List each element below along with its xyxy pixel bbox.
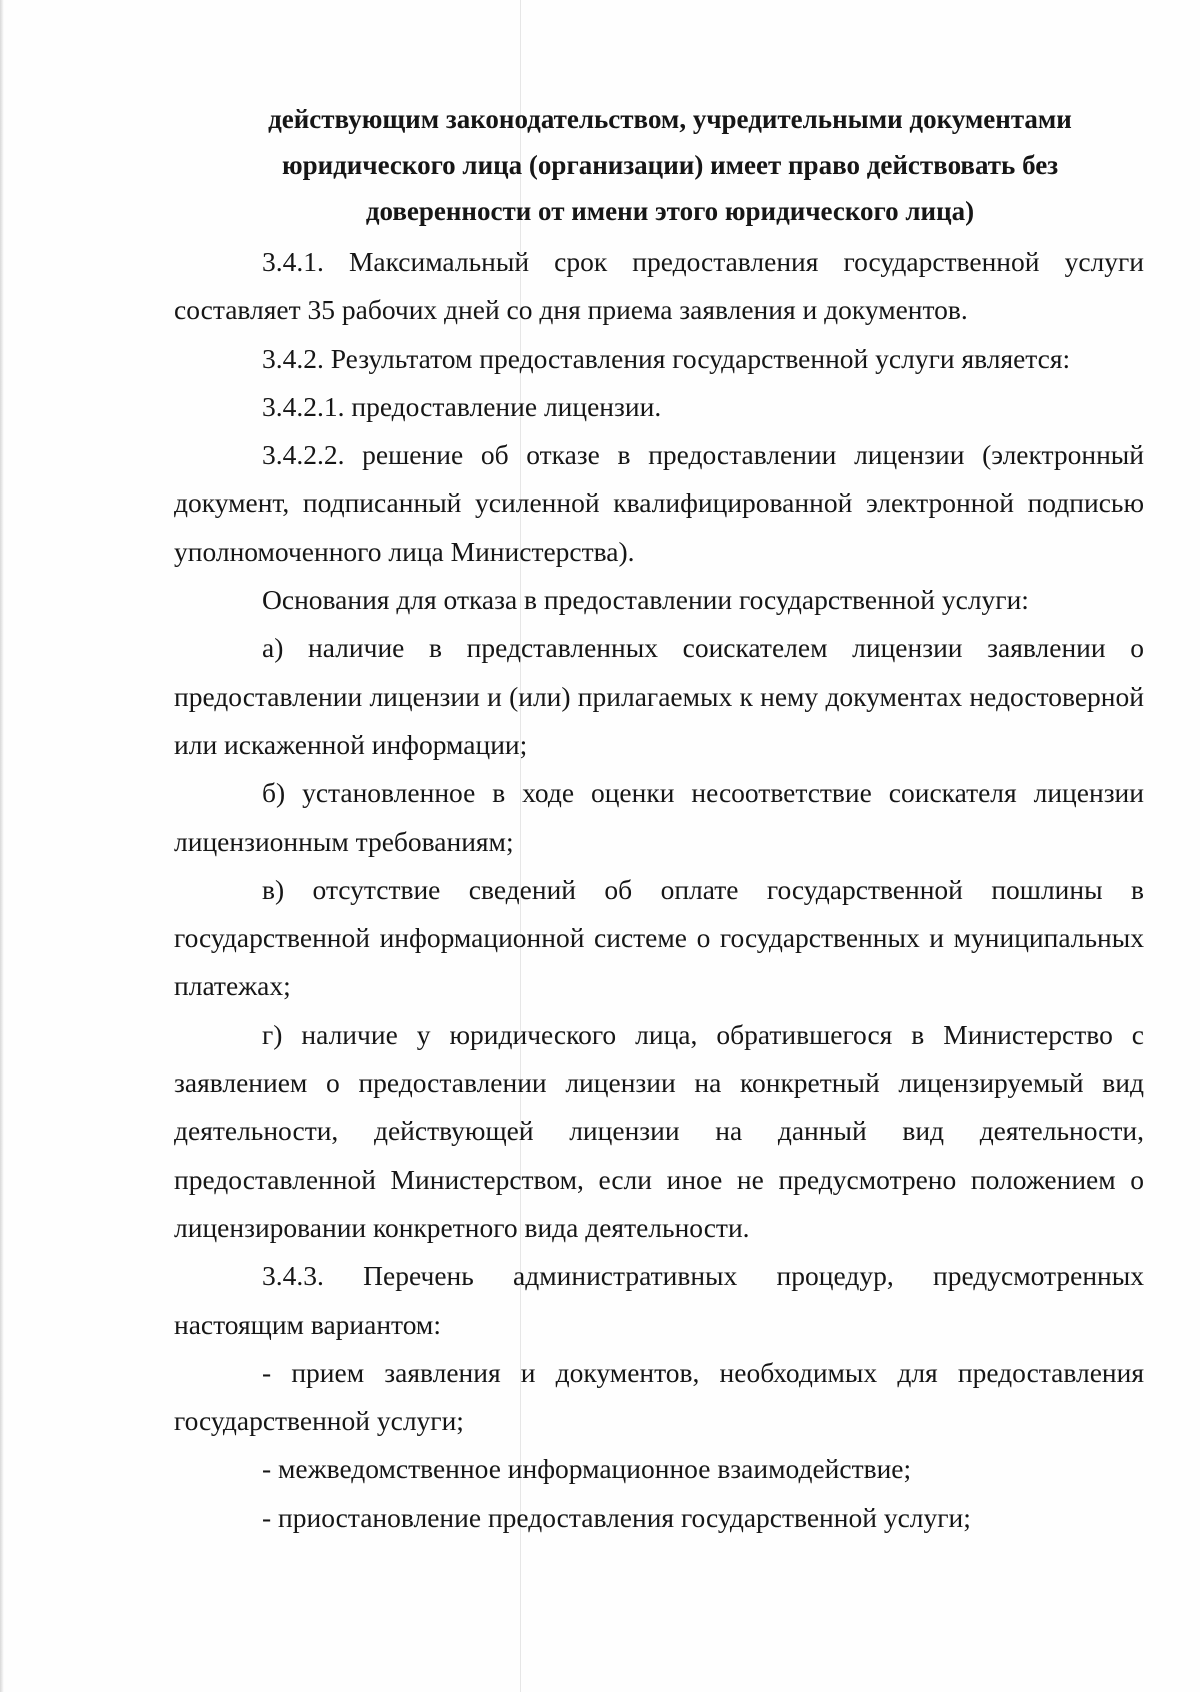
- paragraph-3-4-1: 3.4.1. Максимальный срок предоставления государственной услуги составляет 35 рабочих дней со дня приема заявления и документов.: [174, 246, 1144, 326]
- paragraph-ground-a: а) наличие в представленных соискателем лицензии заявлении о предоставлении лицензии и (или) прилагаемых к нему документах недостоверной или искаженной информации;: [174, 632, 1144, 760]
- section-heading: [230, 96, 1110, 234]
- paragraph-ground-v: в) отсутствие сведений об оплате государственной пошлины в государственной информационной системе о государственных и муниципальных платежах;: [174, 873, 1144, 1002]
- document-body: [174, 238, 1144, 1542]
- paragraph-ground-b: б) установленное в ходе оценки несоответствие соискателя лицензии лицензионным требованиям;: [174, 777, 1144, 857]
- heading-line-2: юридического лица (организации) имеет право действовать без: [281, 150, 1059, 180]
- scan-edge-shadow: [0, 0, 4, 1692]
- procedure-item-1: - прием заявления и документов, необходимых для предоставления государственной услуги;: [174, 1356, 1144, 1437]
- paragraph-3-4-2-1: 3.4.2.1. предоставление лицензии.: [262, 390, 662, 422]
- paragraph-3-4-3: 3.4.3. Перечень административных процедур, предусмотренных настоящим вариантом:: [174, 1260, 1144, 1340]
- procedure-item-2: - межведомственное информационное взаимодействие;: [262, 1453, 912, 1485]
- heading-line-3: доверенности от имени этого юридического лица): [365, 196, 975, 226]
- paragraph-3-4-2: 3.4.2. Результатом предоставления государственной услуги является:: [262, 342, 1071, 374]
- paragraph-refusal-grounds: Основания для отказа в предоставлении государственной услуги:: [262, 584, 1029, 616]
- procedure-item-3: - приостановление предоставления государственной услуги;: [262, 1501, 971, 1533]
- heading-line-1: действующим законодательством, учредительными документами: [268, 104, 1072, 134]
- paragraph-ground-g: г) наличие у юридического лица, обратившегося в Министерство с заявлением о предоставлении лицензии на конкретный лицензируемый вид деятельности, действующей лицензии на данный вид деятельности, предоставленной Министерством, если иное не предусмотрено положением о лицензировании конкретного вида деятельности.: [174, 1018, 1144, 1243]
- paragraph-3-4-2-2: 3.4.2.2. решение об отказе в предоставлении лицензии (электронный документ, подписанный усиленной квалифицированной электронной подписью уполномоченного лица Министерства).: [174, 439, 1144, 567]
